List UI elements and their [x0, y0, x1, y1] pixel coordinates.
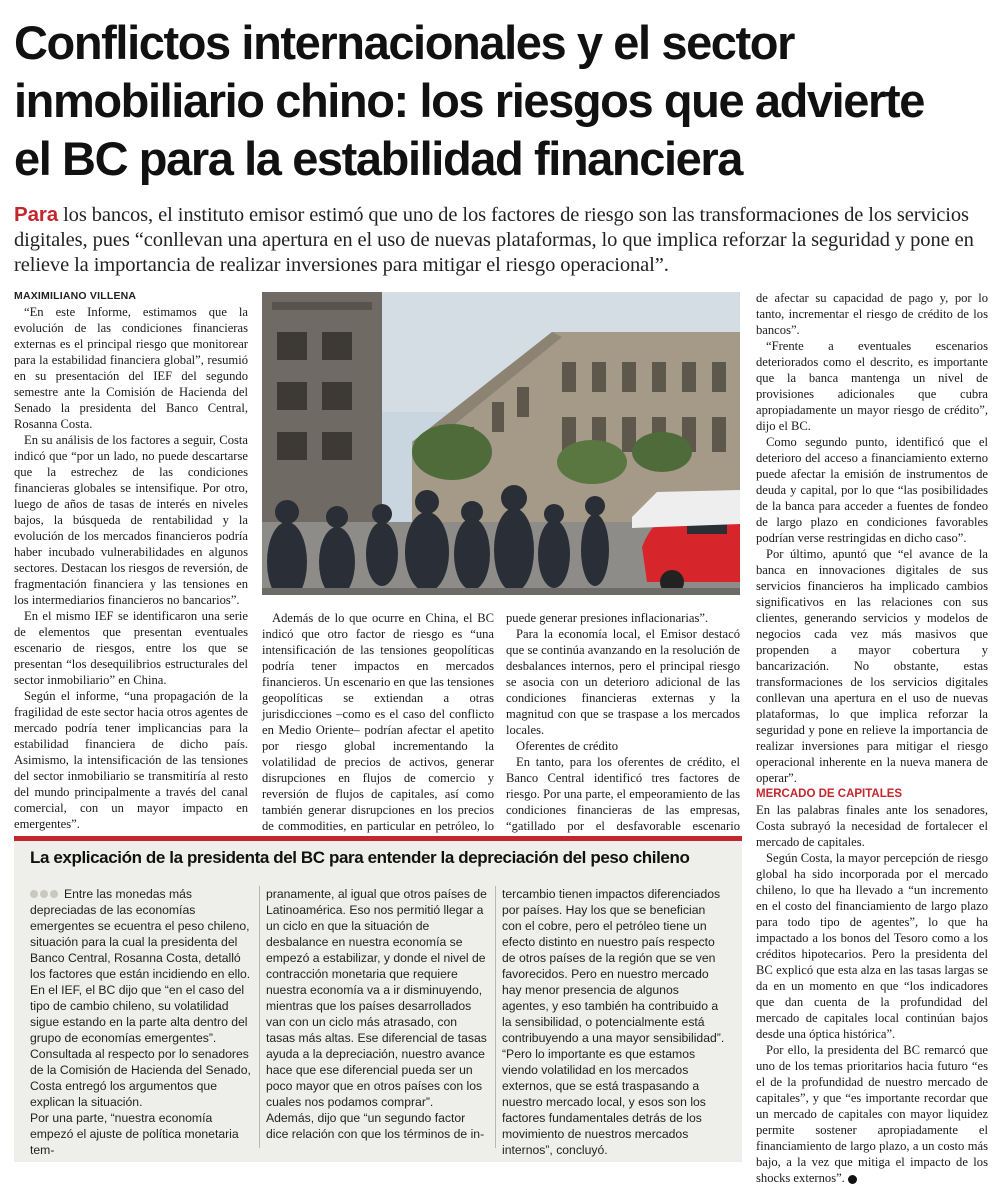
box-title: La explicación de la presidenta del BC para entender la depreciación del peso chileno [30, 848, 690, 867]
column-divider [259, 886, 260, 1148]
paragraph: Por último, apuntó que “el avance de la banca en innovaciones digitales de sus servicios financieros ha implicado cambios significativos en las relaciones con sus clientes, generando servicios y modelos de negocios cada vez más masivos que propenden a mayor cobertura y bancarización. No obstante, estas transformaciones de los servicios digitales conllevan una apertura en el uso de nuevas plataformas, lo que implica reforzar la seguridad y pone en relieve la importancia de realizar inversiones para mitigar el riesgo operacional inherente en la nueva manera de operar”. [756, 547, 988, 785]
subheading: Oferentes de crédito [516, 739, 619, 753]
article-column-2 [262, 610, 494, 850]
paragraph: puede generar presiones inflacionarias”. [506, 611, 709, 625]
paragraph: “Frente a eventuales escenarios deteriorados como el descrito, es importante que la banca mantenga un nivel de provisiones adicionales que cubra apropiadamente un mayor riesgo de crédito”, dijo el BC. [756, 339, 988, 433]
paragraph: En tanto, para los oferentes de crédito, el Banco Central identificó tres factores de riesgo. Por una parte, el empeoramiento de las condiciones financieras de las empresas, “gatillado por el desfavorable escenario [506, 755, 740, 833]
box-column-3 [502, 886, 728, 1158]
paragraph: Además de lo que ocurre en China, el BC indicó que otro factor de riesgo es “una intensificación de las tensiones geopolíticas podría tener impactos en mercados financieros. Un escenario en que las tensiones geopolíticas se extiendan a otras jurisdicciones –como es el caso del conflicto en Medio Oriente– podrían afectar el apetito por riesgo global incrementando la volatilidad de precios de activos, generar disrupciones en flujos de comercio y reversión de flujos de capitales, así como también generar disrupciones en los precios de commodities, en particular en petróleo, lo [262, 611, 494, 833]
paragraph: pranamente, al igual que otros países de Latinoamérica. Eso nos permitió llegar a un ciclo en que la situación de desbalance en nuestra economía se empezó a estabilizar, y donde el nivel de contracción monetaria que requiere nuestra economía va a ir disminuyendo, mientras que los países desarrollados van con un ciclo más atrasado, con tasas más altas. Ese diferencial de tasas ayuda a la depreciación, nuestro avance hace que ese diferencial pueda ser un poco mayor que en otros países con los cuales nos podamos comprar”. [266, 887, 487, 1109]
article-column-3 [506, 610, 740, 850]
lede [14, 202, 989, 278]
paragraph: tercambio tienen impactos diferenciados por países. Hay los que se benefician con el cobre, pero el petróleo tiene un efecto distinto en nuestro país respecto de otros países de la región que se ven favorecidos. Pero en nuestro mercado hay menor presencia de algunos agentes, y eso también ha contribuido a la sensibilidad, o potencialmente está contribuyendo a una mayor sensibilidad”. [502, 887, 725, 1045]
street-scene-illustration [262, 292, 740, 595]
headline-line-3: el BC para la estabilidad financiera [14, 132, 742, 185]
paragraph: “Pero lo importante es que estamos viendo volatilidad en los mercados externos, que se está traspasando a nuestro mercado local, y esos son los factores fundamentales detrás de los movimiento de nuestros mercados internos”, concluyó. [502, 1047, 706, 1157]
paragraph: de afectar su capacidad de pago y, por lo tanto, incrementar el riesgo de crédito de los bancos”. [756, 291, 988, 337]
paragraph: “En este Informe, estimamos que la evolución de las condiciones financieras externas es el principal riesgo que monitorear para la estabilidad financiera global”, resumió en su presentación del IEF del segundo semestre ante la Comisión de Hacienda del Senado la presidenta del Banco Central, Rosanna Costa. [14, 305, 248, 431]
box-column-1 [30, 886, 252, 1158]
bullet-dots-icon [30, 886, 60, 902]
article-column-4 [756, 290, 988, 1186]
sidebar-box [14, 836, 742, 1162]
paragraph: Por una parte, “nuestra economía empezó el ajuste de política monetaria tem- [30, 1111, 239, 1157]
news-photo [262, 292, 740, 595]
paragraph: Según Costa, la mayor percepción de riesgo global ha sido incorporada por el mercado chileno, lo que ha llevado a “un incremento en el costo del financiamiento de largo plazo para todo tipo de agentes”, lo que ha impactado a los bonos del Tesoro como a los créditos hipotecarios. Pero la presidenta del BC explicó que esta alza en las tasas largas se da en un momento en que “los indicadores que dan cuenta de la profundidad del mercado de capitales local continúan bajos desde una óptica histórica”. [756, 851, 988, 1041]
section-heading: MERCADO DE CAPITALES [756, 788, 903, 800]
paragraph: Consultada al respecto por lo senadores de la Comisión de Hacienda del Senado, Costa entregó los argumentos que explican la situación. [30, 1047, 251, 1109]
paragraph: En su análisis de los factores a seguir, Costa indicó que “por un lado, no puede descartarse que la estrechez de las condiciones financieras globales se intensifique. Por otro, luego de años de tasas de interés en niveles bajos, la búsqueda de rentabilidad y la evolución de los mercados financieros podría haber incubado vulnerabilidades en algunos sectores. Destacan los riesgos de reversión, de fragmentación financiera y las tensiones en los intermediarios financieros no bancarios”. [14, 433, 248, 607]
box-top-rule [14, 836, 742, 841]
paragraph: Como segundo punto, identificó que el deterioro del acceso a financiamiento externo puede afectar la emisión de instrumentos de deuda y capital, por lo que “las posibilidades de la banca para acceder a fuentes de fondeo de largo plazo en condiciones favorables podrían verse restringidas en dicho caso”. [756, 435, 988, 545]
lede-kicker: Para [14, 203, 59, 226]
column-divider [495, 886, 496, 1148]
lede-text: los bancos, el instituto emisor estimó que uno de los factores de riesgo son las transformaciones de los servicios digitales, pues “conllevan una apertura en el uso de nuevas plataformas, lo que implica reforzar la seguridad y pone en relieve la importancia de realizar inversiones para mitigar el riesgo operacional”. [14, 204, 974, 276]
headline-line-1: Conflictos internacionales y el sector [14, 16, 794, 69]
box-column-2 [266, 886, 488, 1142]
paragraph-text: Por ello, la presidenta del BC remarcó que uno de los temas prioritarios hacia futuro “es el de la profundidad de nuestro mercado de capitales”, y que “es importante recordar que un mercado de capitales con mayor liquidez permite sostener apropiadamente el financiamiento de largo plazo, a un costo más bajo, a la vez que mitiga el impacto de los shocks externos”. [756, 1043, 988, 1185]
paragraph: En el IEF, el BC dijo que “en el caso del tipo de cambio chileno, su volatilidad sigue estando en la parte alta dentro del grupo de economías emergentes”. [30, 983, 248, 1045]
headline-line-2: inmobiliario chino: los riesgos que advierte [14, 74, 924, 127]
paragraph [756, 1042, 988, 1186]
end-mark-icon: P [848, 1175, 857, 1184]
paragraph [30, 886, 252, 982]
byline: MAXIMILIANO VILLENA [14, 290, 137, 302]
paragraph: En el mismo IEF se identificaron una serie de elementos que presentan eventuales escenario de riesgos, entre los que se presentan “los desequilibrios estructurales del sector inmobiliario” en China. [14, 609, 248, 687]
paragraph: En las palabras finales ante los senadores, Costa subrayó la necesidad de fortalecer el mercado de capitales. [756, 803, 988, 849]
paragraph: Para la economía local, el Emisor destacó que se continúa avanzando en la resolución de desbalances internos, pero el principal riesgo se asocia con un deterioro adicional de las condiciones financieras externas y la magnitud con que se traspase a los mercados locales. [506, 627, 740, 737]
paragraph: Según el informe, “una propagación de la fragilidad de este sector hacia otros agentes de mercado podría tener implicancias para la estabilidad financiera de dicho país. Asimismo, la intensificación de las tensiones del sector inmobiliario se transmitiría al resto del mundo principalmente a través del canal comercial, con un mayor impacto en emergentes”. [14, 689, 248, 831]
paragraph-text: Entre las monedas más depreciadas de las economías emergentes se ecuentra el peso chileno, situación para la cual la presidenta del Banco Central, Rosanna Costa, detalló los factores que están incidiendo en ello. [30, 887, 251, 981]
headline [14, 14, 989, 188]
article-column-1 [14, 304, 248, 832]
paragraph: Además, dijo que “un segundo factor dice relación con que los términos de in- [266, 1111, 485, 1141]
